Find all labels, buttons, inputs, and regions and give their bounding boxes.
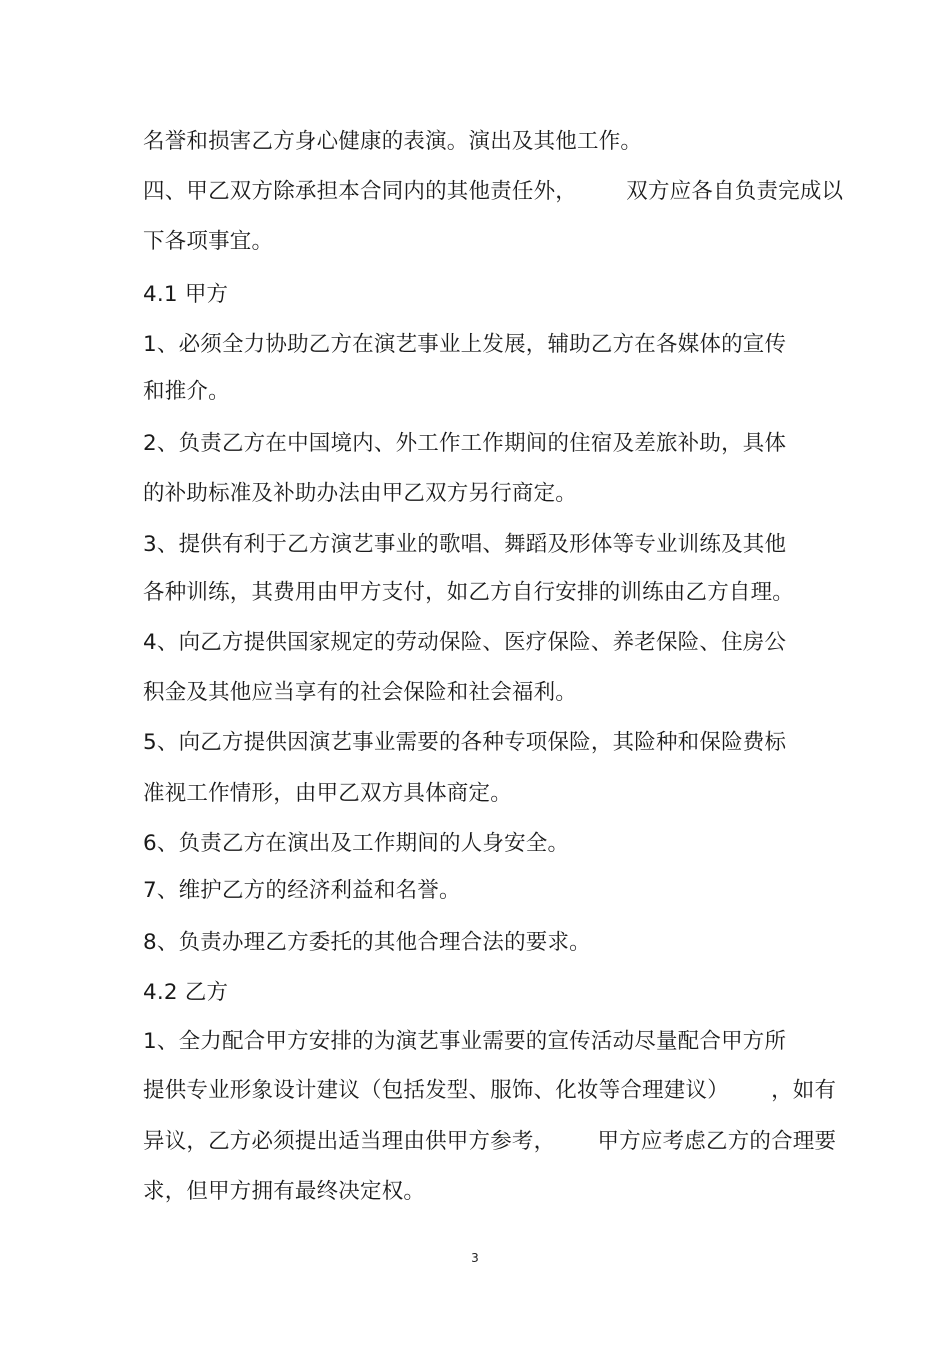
subsection-heading: 4.2 乙方 <box>143 980 229 1005</box>
list-item-text: 和推介。 <box>143 379 230 404</box>
list-item-text: 异议，乙方必须提出适当理由供甲方参考， 甲方应考虑乙方的合理要 <box>143 1129 837 1154</box>
list-item-text: 3、提供有利于乙方演艺事业的歌唱、舞蹈及形体等专业训练及其他 <box>143 532 787 557</box>
list-item-text: 8、负责办理乙方委托的其他合理合法的要求。 <box>143 930 591 955</box>
list-item-text: 准视工作情形，由甲乙双方具体商定。 <box>143 781 512 806</box>
list-item-text: 5、向乙方提供因演艺事业需要的各种专项保险，其险种和保险费标 <box>143 730 787 755</box>
list-item-text: 1、必须全力协助乙方在演艺事业上发展，辅助乙方在各媒体的宣传 <box>143 332 787 357</box>
section-heading: 四、甲乙双方除承担本合同内的其他责任外， 双方应各自负责完成以 <box>143 179 844 204</box>
list-item-text: 的补助标准及补助办法由甲乙双方另行商定。 <box>143 481 578 506</box>
list-item-text: 积金及其他应当享有的社会保险和社会福利。 <box>143 680 578 705</box>
list-item-text: 求，但甲方拥有最终决定权。 <box>143 1179 426 1204</box>
list-item-text: 各种训练，其费用由甲方支付，如乙方自行安排的训练由乙方自理。 <box>143 580 795 605</box>
page-number: 3 <box>471 1251 479 1265</box>
list-item-text: 提供专业形象设计建议（包括发型、服饰、化妆等合理建议） ，如有 <box>143 1078 837 1103</box>
list-item-text: 4、向乙方提供国家规定的劳动保险、医疗保险、养老保险、住房公 <box>143 630 787 655</box>
text-line: 下各项事宜。 <box>143 229 274 254</box>
subsection-heading: 4.1 甲方 <box>143 282 229 307</box>
list-item-text: 2、负责乙方在中国境内、外工作工作期间的住宿及差旅补助，具体 <box>143 431 787 456</box>
list-item-text: 6、负责乙方在演出及工作期间的人身安全。 <box>143 831 570 856</box>
list-item-text: 1、全力配合甲方安排的为演艺事业需要的宣传活动尽量配合甲方所 <box>143 1029 787 1054</box>
list-item-text: 7、维护乙方的经济利益和名誉。 <box>143 878 461 903</box>
text-line: 名誉和损害乙方身心健康的表演。演出及其他工作。 <box>143 129 643 154</box>
